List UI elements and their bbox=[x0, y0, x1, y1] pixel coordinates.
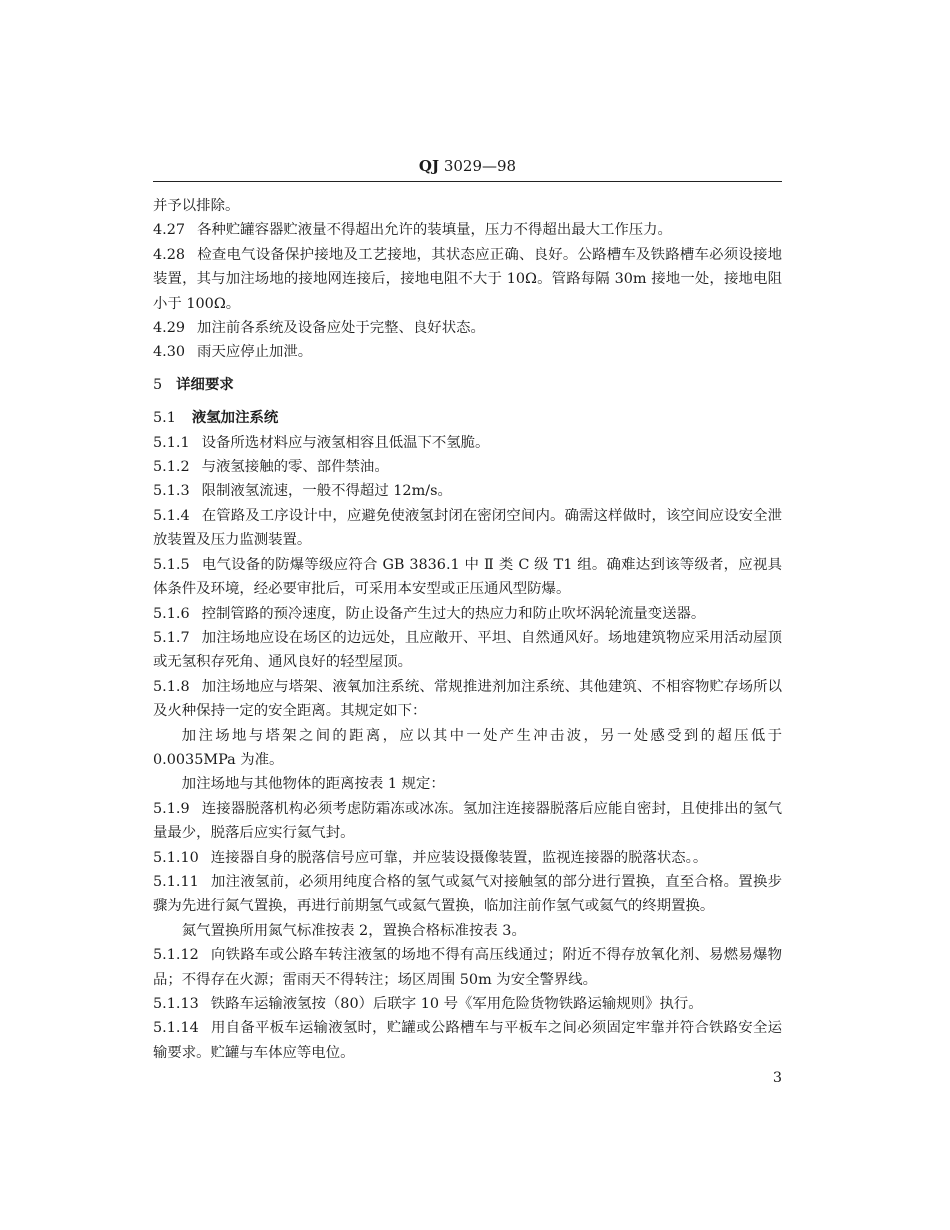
clause-5-1-3: 5.1.3 限制液氢流速，一般不得超过 12m/s。 bbox=[153, 483, 452, 500]
clause-5-1-13: 5.1.13 铁路车运输液氢按（80）后联字 10 号《军用危险货物铁路运输规则》执行。 bbox=[153, 996, 703, 1012]
clause-5-1-4: 5.1.4 在管路及工序设计中，应避免使液氢封闭在密闭空间内。确需这样做时，该空间应设安全泄放装置及压力监测装置。 bbox=[153, 507, 782, 549]
section-5-1-heading bbox=[153, 406, 782, 430]
clause-5-1-8-detail-2: 加注场地与其他物体的距离按表 1 规定： bbox=[181, 776, 445, 793]
clause-5-1-11-detail: 氮气置换所用氮气标准按表 2，置换合格标准按表 3。 bbox=[181, 922, 526, 939]
paragraph-continuation: 并予以排除。 bbox=[153, 198, 240, 214]
clause-number: 4.27 bbox=[153, 222, 186, 239]
section-title: 详细要求 bbox=[176, 375, 234, 393]
clause-5-1-5: 5.1.5 电气设备的防爆等级应符合 GB 3836.1 中 Ⅱ 类 C 级 T1 组。确难达到该等级者，应视具体条件及环境，经必要审批后，可采用本安型或正压通风型防爆。 bbox=[153, 556, 782, 598]
page-number: 3 bbox=[772, 1070, 782, 1086]
clause-5-1-11: 5.1.11 加注液氢前，必须用纯度合格的氢气或氦气对接触氢的部分进行置换，直至合格。置换步骤为先进行氮气置换，再进行前期氢气或氦气置换，临加注前作氢气或氦气的终期置换。 bbox=[153, 873, 782, 915]
clause-number: 4.30 bbox=[153, 344, 186, 361]
clause-5-1-6: 5.1.6 控制管路的预冷速度，防止设备产生过大的热应力和防止吹坏涡轮流量变送器。 bbox=[153, 605, 706, 622]
subsection-number: 5.1 bbox=[153, 410, 176, 427]
section-5-heading bbox=[153, 373, 782, 397]
clause-5-1-8-detail-1: 加注场地与塔架之间的距离，应以其中一处产生冲击波，另一处感受到的超压低于 0.0035MPa 为准。 bbox=[153, 727, 782, 768]
clause-5-1-2: 5.1.2 与液氢接触的零、部件禁油。 bbox=[153, 459, 389, 476]
header-rule bbox=[153, 181, 782, 182]
document-body bbox=[153, 194, 782, 1065]
section-number: 5 bbox=[153, 376, 163, 393]
standard-number: 3029—98 bbox=[443, 157, 517, 175]
clause-5-1-1: 5.1.1 设备所选材料应与液氢相容且低温下不氢脆。 bbox=[153, 434, 490, 451]
clause-number: 4.28 bbox=[153, 246, 186, 263]
standard-code: QJ bbox=[418, 157, 440, 175]
clause-5-1-7: 5.1.7 加注场地应设在场区的边远处，且应敞开、平坦、自然通风好。场地建筑物应采用活动屋顶或无氢积存死角、通风良好的轻型屋顶。 bbox=[153, 629, 782, 671]
clause-5-1-8: 5.1.8 加注场地应与塔架、液氧加注系统、常规推进剂加注系统、其他建筑、不相容物贮存场所以及火种保持一定的安全距离。其规定如下： bbox=[153, 678, 782, 720]
clause-4-27: 4.27 各种贮罐容器贮液量不得超出允许的装填量，压力不得超出最大工作压力。 bbox=[153, 222, 672, 239]
clause-5-1-12: 5.1.12 向铁路车或公路车转注液氢的场地不得有高压线通过；附近不得存放氧化剂、易燃易爆物品；不得存在火源；雷雨天不得转注；场区周围 50m 为安全警界线。 bbox=[153, 947, 782, 988]
clause-5-1-14: 5.1.14 用自备平板车运输液氢时，贮罐或公路槽车与平板车之间必须固定牢靠并符合铁路安全运输要求。贮罐与车体应等电位。 bbox=[153, 1020, 782, 1061]
clause-4-30: 4.30 雨天应停止加泄。 bbox=[153, 344, 313, 361]
clause-number: 4.29 bbox=[153, 320, 186, 337]
clause-4-28: 4.28 检查电气设备保护接地及工艺接地，其状态应正确、良好。公路槽车及铁路槽车必须设接地装置，其与加注场地的接地网连接后，接地电阻不大于 10Ω。管路每隔 30m 接地一处，接地电阻小于 100Ω。 bbox=[153, 246, 782, 312]
subsection-title: 液氢加注系统 bbox=[191, 409, 279, 427]
clause-5-1-9: 5.1.9 连接器脱落机构必须考虑防霜冻或冰冻。氢加注连接器脱落后应能自密封，且使排出的氢气量最少，脱落后应实行氦气封。 bbox=[153, 800, 782, 842]
page-header bbox=[153, 156, 782, 176]
clause-5-1-10: 5.1.10 连接器自身的脱落信号应可靠，并应装设摄像装置，监视连接器的脱落状态。。 bbox=[153, 849, 708, 866]
clause-4-29: 4.29 加注前各系统及设备应处于完整、良好状态。 bbox=[153, 320, 485, 337]
